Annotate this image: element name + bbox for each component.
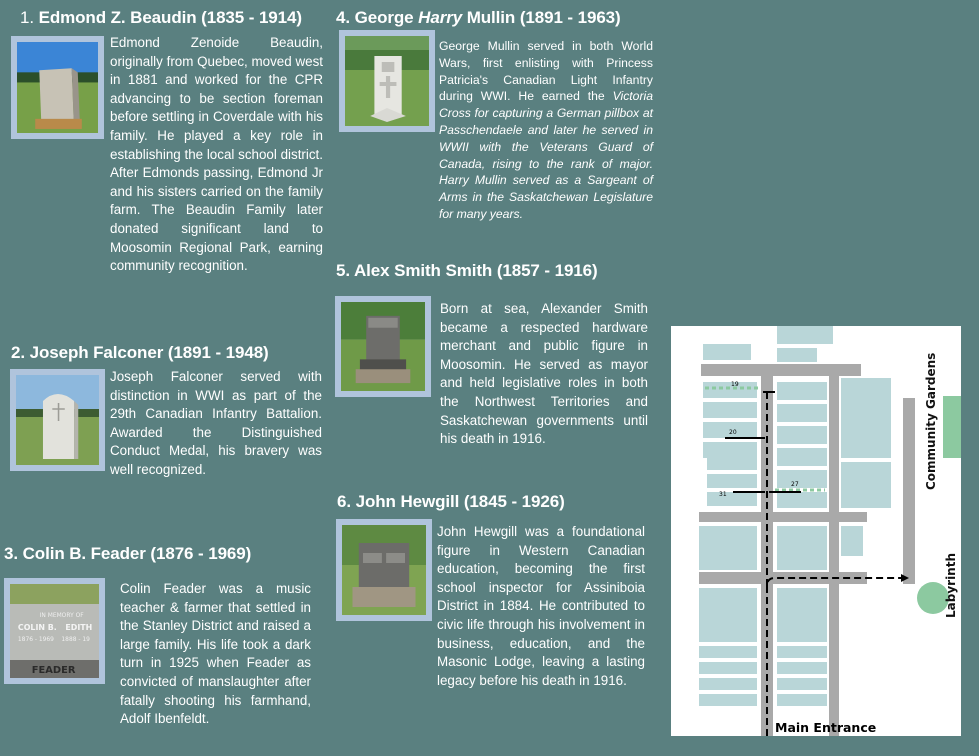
entry-1-photo [11,36,104,139]
entry-3-years: (1876 - 1969) [150,544,252,563]
entry-3-number: 3. [4,544,18,563]
community-gardens-area [943,396,961,458]
entry-4-years: (1891 - 1963) [519,8,621,27]
entry-6-photo [336,519,432,621]
entry-2-number: 2. [11,343,25,362]
cross-headstone-photo-icon [345,36,429,126]
plot-label-27: 27 [791,481,799,488]
main-entrance-label: Main Entrance [775,720,877,735]
community-gardens-label: Community Gardens [924,352,938,490]
entry-4-number: 4. [336,8,350,27]
cemetery-map [671,326,961,736]
entry-5-number: 5. [336,261,350,280]
double-headstone-photo-icon [342,525,426,615]
entry-2-text: Joseph Falconer served with distinction in WWI as part of the 29th Canadian Infantry Battalion. Awarded the Distinguished Conduct Medal, his bravery was well recognized. [110,369,322,477]
entry-4-name-middle: Harry [418,8,463,27]
entry-5-title [336,261,598,281]
headstone-photo-icon [17,42,98,133]
flat-grave-marker-photo-icon [10,584,99,678]
entry-2-title [11,343,269,363]
marker-surname-text: FEADER [31,664,76,677]
marker-dates-a-text: 1876 - 1969 [17,635,54,644]
entry-3-title [4,544,251,564]
entry-6-text: John Hewgill was a foundational figure in Western Canadian education, becoming the first school inspector for Assiniboia District in 1884. He contributed to civic life through his involvement in business, education, and the Masonic Lodge, leaving a lasting legacy before his death in 1916. [437,524,645,688]
entry-1-text: Edmond Zenoide Beaudin, originally from Quebec, moved west in 1881 and worked for the CPR advancing to be section foreman before settling in Coverdale with his family. He played a key role in establishing the local school district. After Edmonds passing, Edmond Jr and his sisters carried on the family farm. The Beaudin Family later donated significant land to Moosomin Regional Park, earning community recognition. [110,35,323,274]
entry-4-photo [339,30,435,132]
entry-4-title [336,8,621,28]
entry-5-name: Alex Smith Smith [353,261,493,280]
entry-2-years: (1891 - 1948) [167,343,269,362]
entry-4-text-plain: George Mullin served in both World Wars, first enlisting with Princess Patricia's Canadian Light Infantry during WWI. He earned the [439,39,653,104]
entry-4-name-first: George [354,8,414,27]
marker-dates-b-text: 1888 - 19 [61,635,90,644]
granite-headstone-photo-icon [341,302,425,391]
marker-edith-text: EDITH [65,622,93,633]
entry-1-name: Edmond Z. Beaudin [38,8,197,27]
entry-5-years: (1857 - 1916) [496,261,598,280]
entry-3-text: Colin Feader was a music teacher & farmer that settled in the Stanley District and raised a large family. His life took a dark turn in 1925 when Feader as convicted of manslaughter after fatally shooting his farmhand, Adolf Ibenfeldt. [120,581,311,727]
entry-4-name-last: Mullin [466,8,516,27]
entry-2-photo [10,369,105,471]
marker-in-memory-text: IN MEMORY OF [39,611,84,620]
entry-6-title [337,492,565,512]
labyrinth-label: Labyrinth [944,552,958,618]
marker-colin-text: COLIN B. [17,622,57,633]
entry-2-name: Joseph Falconer [29,343,164,362]
entry-5-photo [335,296,431,397]
entry-4-text-italic: Victoria Cross for capturing a German pillbox at Passchendaele and later he served in WWII with the Veterans Guard of Canada, rising to the rank of major. Harry Mullin served as a Sargeant of Arms in the Saskatchewan Legislature for many years. [439,89,653,221]
military-headstone-photo-icon [16,375,99,465]
entry-1-title [20,8,302,28]
entry-6-name: John Hewgill [355,492,460,511]
entry-1-number: 1. [20,8,34,27]
entry-4-text [439,38,653,223]
entry-3-name: Colin B. Feader [22,544,146,563]
entry-6-years: (1845 - 1926) [463,492,565,511]
plot-label-20: 20 [729,429,737,436]
entry-6-number: 6. [337,492,351,511]
entry-5-text: Born at sea, Alexander Smith became a respected hardware merchant and public figure in Moosomin. He served as mayor and held legislative roles in both the Northwest Territories and Saskatchewan governments until his death in 1916. [440,301,648,447]
entry-1-years: (1835 - 1914) [201,8,302,27]
plot-label-19: 19 [731,381,739,388]
cemetery-map-drawing [671,326,961,736]
plot-label-31: 31 [719,491,727,498]
entry-3-photo [4,578,105,684]
